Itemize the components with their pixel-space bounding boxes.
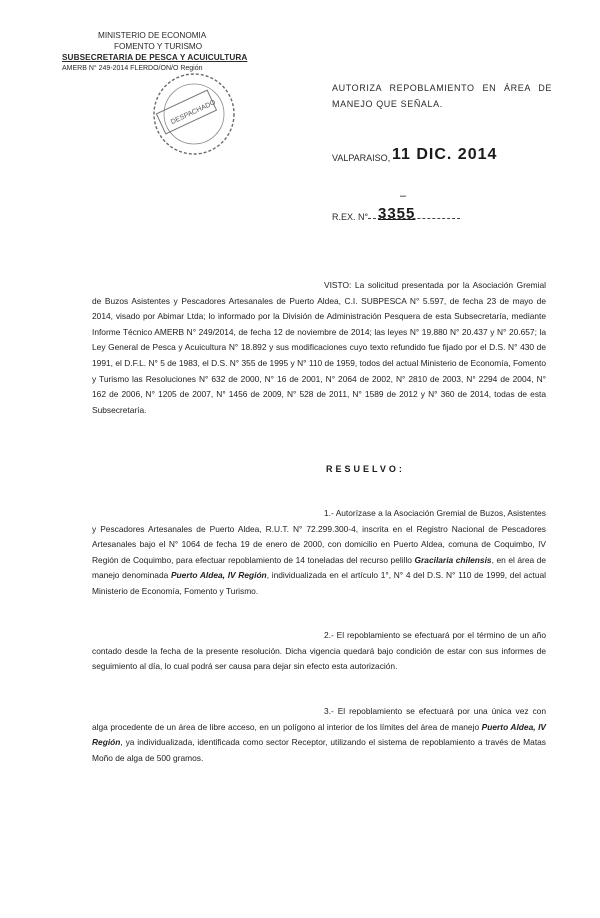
- resolution-item-1: [92, 506, 546, 600]
- area-name-2: Puerto Aldea, IV Región: [92, 721, 546, 748]
- resolution-item-3: [92, 704, 546, 766]
- area-name: Puerto Aldea, IV Región: [170, 570, 267, 581]
- item-3-text-a: 3.- El repoblamiento se efectuará por una única vez con alga procedente de un área de libre acceso, en un polígono al interior de los límites del área de manejo: [92, 706, 546, 732]
- place-label: VALPARAISO,: [332, 153, 391, 163]
- subsecretaria-name: SUBSECRETARIA DE PESCA Y ACUICULTURA: [62, 53, 248, 62]
- visto-text: La solicitud presentada por la Asociación Gremial de Buzos Asistentes y Pescadores Artesanales de Puerto Aldea, C.I. SUBPESCA N° 5.597, de fecha 23 de mayo de 2014, visado por Abimar Ltda; lo informado por la División de Administración Pesquera de esta Subsecretaría, mediante Informe Técnico AMERB N° 249/2014, de fecha 12 de noviembre de 2014; las leyes N° 19.880 N° 20.437 y N° 20.657; la Ley General de Pesca y Acuicultura N° 18.892 y sus modificaciones cuyo texto refundido fue fijado por el D.S. N° 430 de 1991, el D.F.L. N° 5 de 1983, el D.S. N° 355 de 1995 y N° 110 de 1959, todos del actual Ministerio de Economía, Fomento y Turismo las Resoluciones N° 632 de 2000, N° 16 de 2001, N° 2064 de 2002, N° 2810 de 2003, N° 2294 de 2004, N° 162 de 2006, N° 1205 de 2007, N° 1456 de 2009, N° 528 de 2011, N° 1589 de 2012 y N° 360 de 2014, todas de esta Subsecretaría.: [92, 280, 547, 415]
- item-3-text-b: , ya individualizada, identificada como sector Receptor, utilizando el sistema de repoblamiento a través de Matas Moño de alga de 500 gramos.: [92, 737, 546, 763]
- visto-paragraph: [92, 278, 546, 418]
- dash-mark: –: [400, 190, 407, 202]
- rex-number: 3355: [378, 205, 416, 222]
- rex-label: R.EX. N°: [332, 212, 369, 222]
- item-2-text: 2.- El repoblamiento se efectuará por el término de un año contado desde la fecha de la presente resolución. Dicha vigencia quedará bajo condición de estar con sus informes de seguimiento al día, lo cual podrá ser causa para dejar sin efecto esta autorización.: [92, 630, 546, 672]
- reference-code: AMERB N° 249-2014 FLERDO/ON/O Región: [62, 65, 203, 72]
- species-name: Gracilaria chilensis: [414, 554, 492, 565]
- resolution-subject: AUTORIZA REPOBLAMIENTO EN ÁREA DE MANEJO QUE SEÑALA.: [332, 83, 552, 109]
- resuelvo-heading: RESUELVO:: [326, 464, 405, 474]
- item-1-text-c: , individualizada en el artículo 1°, N° 4 del D.S. N° 110 de 1999, del actual Ministerio de Economía, Fomento y Turismo.: [92, 570, 547, 596]
- item-1-text-a: 1.- Autorízase a la Asociación Gremial de Buzos, Asistentes y Pescadores Artesanales de Puerto Aldea, R.U.T. N° 72.299.300-4, inscrita en el Registro Nacional de Pescadores Artesanales bajo el N° 1064 de fecha 19 de enero de 2000, con domicilio en Puerto Aldea, comuna de Coquimbo, IV Región de Coquimbo, para efectuar repoblamiento de 14 toneladas del recurso pelillo: [92, 508, 546, 565]
- ministry-subtitle: FOMENTO Y TURISMO: [114, 42, 203, 51]
- office-stamp-icon: [148, 68, 240, 160]
- visto-lead: VISTO:: [324, 280, 352, 290]
- item-1-text-b: , en el área de manejo denominada: [92, 554, 547, 581]
- resolution-date: 11 DIC. 2014: [392, 146, 498, 163]
- resolution-item-2: [92, 628, 546, 675]
- ministry-name: MINISTERIO DE ECONOMIA: [98, 31, 207, 40]
- stamp-inner-text: DESPACHADO: [169, 99, 217, 127]
